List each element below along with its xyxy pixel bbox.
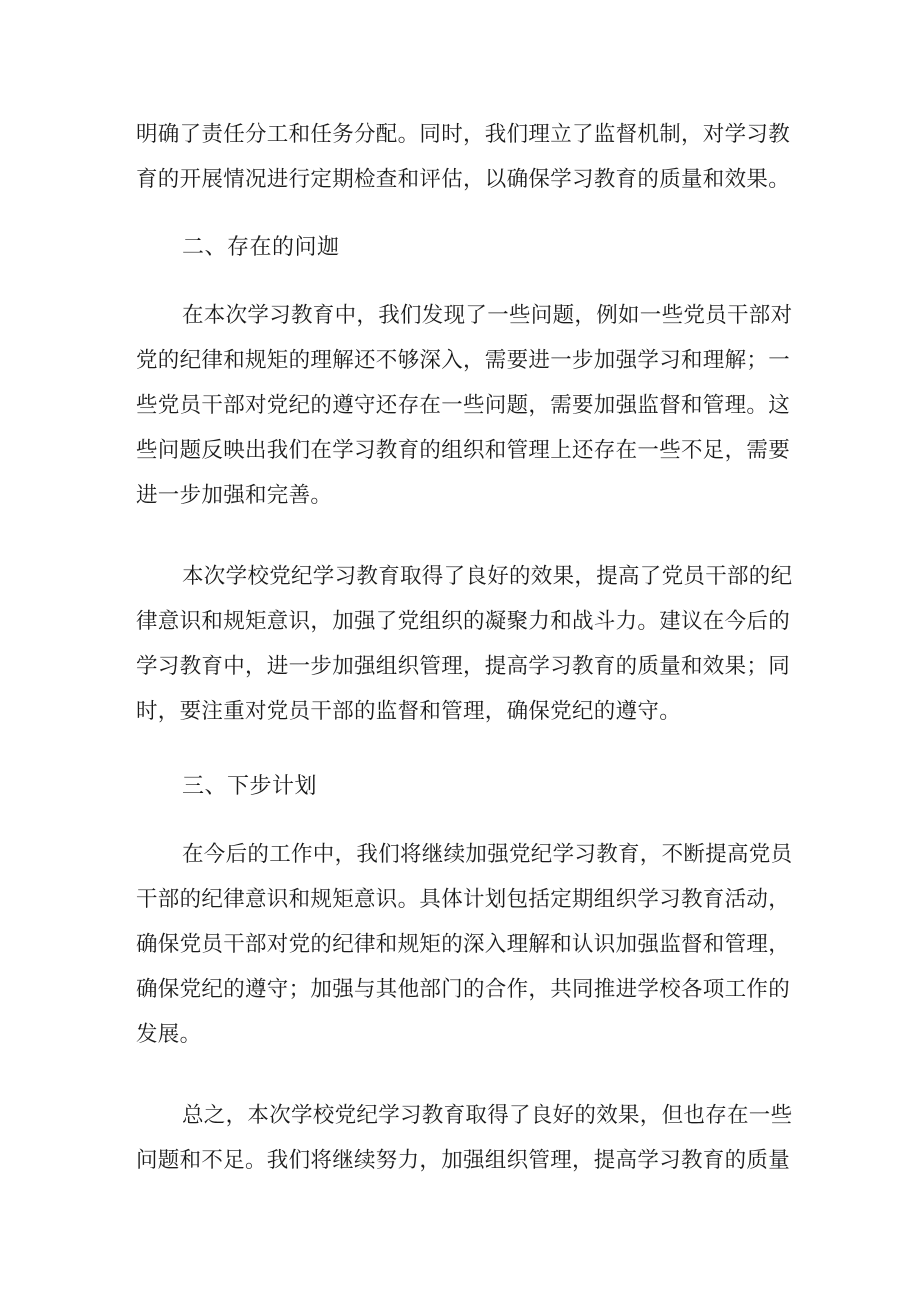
text-line: 发展。: [136, 1022, 202, 1047]
section-heading-problems: 二、存在的问迦: [182, 235, 340, 260]
text-line: 本次学校党纪学习教育取得了良好的效果，提高了党员干部的纪: [182, 564, 793, 589]
text-line: 在今后的工作中，我们将继续加强党纪学习教育，不断提高党员: [182, 842, 793, 867]
text-line: 干部的纪律意识和规矩意识。具体计划包括定期组织学习教育活动，: [136, 887, 791, 912]
text-line: 些问题反映出我们在学习教育的组织和管理上还存在一些不足，需要: [136, 438, 791, 463]
text-line: 党的纪律和规矩的理解还不够深入，需要进一步加强学习和理解；一: [136, 348, 791, 373]
plan-paragraph: [136, 832, 793, 1057]
text-line: 进一步加强和完善。: [136, 483, 333, 508]
text-line: 学习教育中，进一步加强组织管理，提高学习教育的质量和效果；同: [136, 654, 791, 679]
problems-paragraph: [136, 293, 793, 518]
section-heading-next-plan: 三、下步计划: [182, 774, 318, 799]
summary-paragraph: [136, 1093, 793, 1183]
text-line: 问题和不足。我们将继续努力，加强组织管理，提高学习教育的质量: [136, 1148, 791, 1173]
intro-paragraph: [136, 112, 791, 202]
text-line: 律意识和规矩意识，加强了党组织的凝聚力和战斗力。建议在今后的: [136, 609, 791, 634]
text-line: 时，要注重对党员干部的监督和管理，确保党纪的遵守。: [136, 699, 682, 724]
text-line: 总之，本次学校党纪学习教育取得了良好的效果，但也存在一些: [182, 1103, 793, 1128]
text-line: 些党员干部对党纪的遵守还存在一些问题，需要加强监督和管理。这: [136, 393, 791, 418]
text-line: 育的开展情况进行定期检查和评估，以确保学习教育的质量和效果。: [136, 167, 791, 192]
document-page: [136, 112, 793, 1183]
text-line: 确保党纪的遵守；加强与其他部门的合作，共同推进学校各项工作的: [136, 977, 791, 1002]
effect-paragraph: [136, 554, 793, 734]
text-line: 明确了责任分工和任务分配。同时，我们理立了监督机制，对学习教: [136, 122, 791, 147]
text-line: 在本次学习教育中，我们发现了一些问题，例如一些党员干部对: [182, 303, 793, 328]
text-line: 确保党员干部对党的纪律和规矩的深入理解和认识加强监督和管理，: [136, 932, 791, 957]
